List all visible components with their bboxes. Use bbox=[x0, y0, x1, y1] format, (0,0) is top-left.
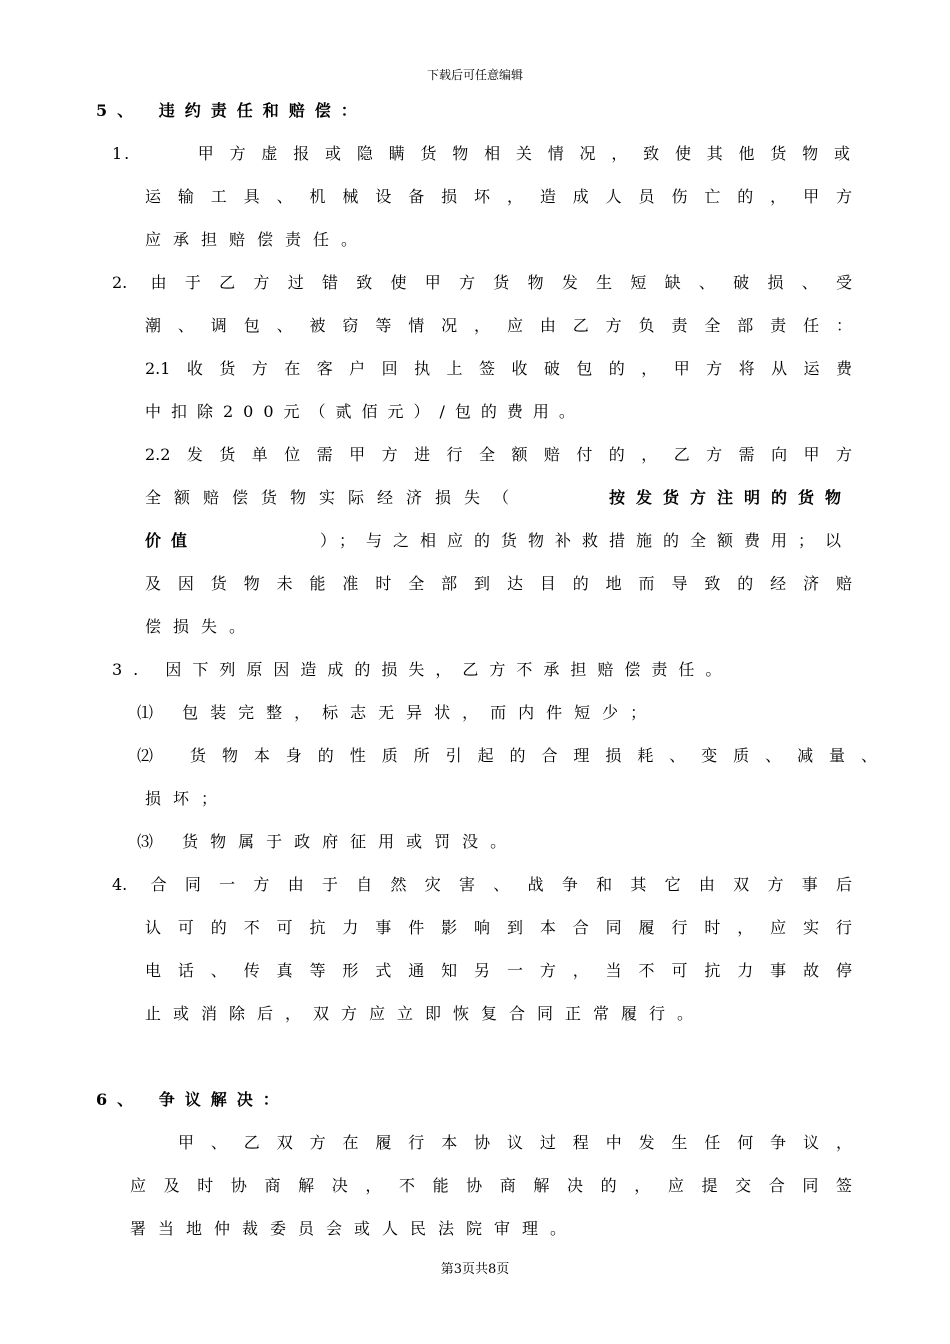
section-6-title: 6、 争议解决： bbox=[96, 1090, 289, 1109]
page-footer: 第3页共8页 bbox=[440, 1262, 510, 1277]
section-6-line-1: 甲、乙双方在履行本协议过程中发生任何争议， bbox=[178, 1133, 852, 1152]
item-2-line-6 bbox=[145, 488, 852, 508]
item-2-line-3: 2.1收货方在客户回执上签收破包的，甲方将从运费 bbox=[145, 359, 852, 378]
section-5-title: 5、 违约责任和赔偿： bbox=[96, 101, 367, 120]
item-2-line-2: 潮、调包、被窃等情况，应由乙方负责全部责任： bbox=[145, 316, 852, 335]
item-4-line-3: 电话、传真等形式通知另一方，当不可抗力事故停 bbox=[145, 961, 852, 980]
item-2-line-1: 2. 由于乙方过错致使甲方货物发生短缺、破损、受 bbox=[112, 273, 852, 292]
item-3-line-4: 损坏； bbox=[145, 789, 230, 808]
item-2-line-7-bold: 价值 bbox=[145, 531, 198, 550]
item-1-line-1: 1. 甲方虚报或隐瞒货物相关情况，致使其他货物或 bbox=[112, 144, 852, 163]
section-6-line-3: 署当地仲裁委员会或人民法院审理。 bbox=[130, 1219, 579, 1238]
item-2-line-5: 2.2发货单位需甲方进行全额赔付的，乙方需向甲方 bbox=[145, 445, 852, 464]
item-1-line-3: 应承担赔偿责任。 bbox=[145, 230, 370, 249]
section-6-line-2: 应及时协商解决，不能协商解决的，应提交合同签 bbox=[130, 1176, 852, 1195]
item-2-line-6-bold: 按发货方注明的货物 bbox=[608, 488, 852, 507]
item-3-line-2: ⑴ 包装完整，标志无异状，而内件短少； bbox=[137, 703, 659, 722]
item-4-line-4: 止或消除后，双方应立即恢复合同正常履行。 bbox=[145, 1004, 706, 1023]
item-1-line-2: 运输工具、机械设备损坏，造成人员伤亡的，甲方 bbox=[145, 187, 852, 206]
page-header: 下载后可任意编辑 bbox=[426, 68, 523, 82]
item-3-line-3: ⑵ 货物本身的性质所引起的合理损耗、变质、减量、 bbox=[137, 746, 877, 765]
item-2-line-7-text: ）；与之相应的货物补救措施的全额费用；以 bbox=[319, 531, 852, 550]
item-3-line-1: 3. 因下列原因造成的损失，乙方不承担赔偿责任。 bbox=[112, 660, 733, 679]
item-2-line-9: 偿损失。 bbox=[145, 617, 258, 636]
item-2-line-6-text: 全额赔偿货物实际经济损失（ bbox=[145, 488, 523, 507]
item-2-line-8: 及因货物未能准时全部到达目的地而导致的经济赔 bbox=[145, 574, 852, 593]
item-3-line-5: ⑶ 货物属于政府征用或罚没。 bbox=[137, 832, 519, 851]
item-2-line-7 bbox=[145, 531, 852, 551]
item-2-line-4: 中扣除200元（贰佰元）/包的费用。 bbox=[145, 402, 585, 421]
item-4-line-1: 4. 合同一方由于自然灾害、战争和其它由双方事后 bbox=[112, 875, 852, 894]
item-4-line-2: 认可的不可抗力事件影响到本合同履行时，应实行 bbox=[145, 918, 852, 937]
